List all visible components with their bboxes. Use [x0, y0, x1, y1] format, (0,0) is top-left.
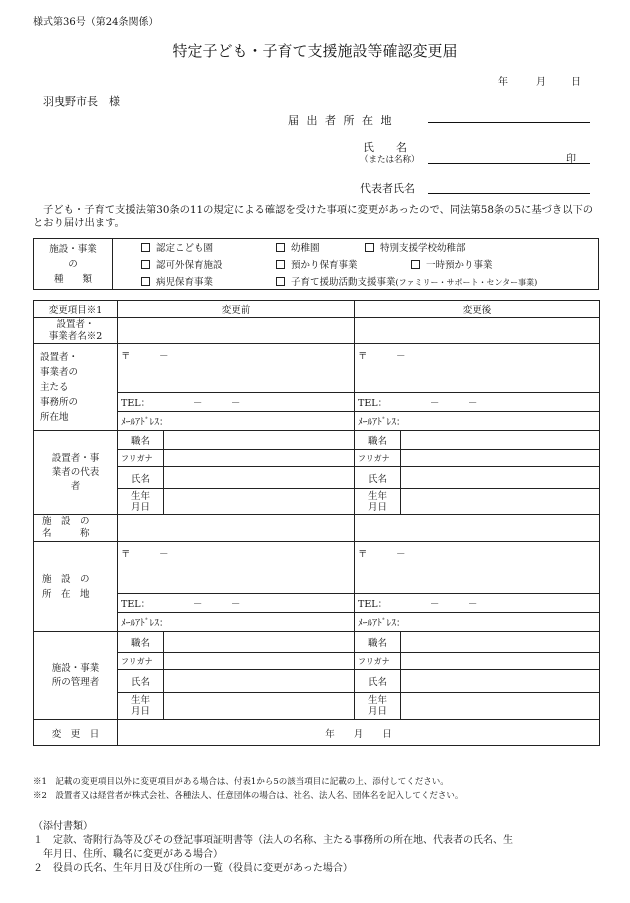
body-text: 子ども・子育て支援法第30条の11の規定による確認を受けた事項に変更があったので、同法第58条の5に基づき以下のとおり届け出ます。 [33, 204, 594, 229]
setter-postal-before[interactable]: 〒 － [118, 344, 355, 393]
applicant-name-sub: （または名称） [360, 155, 420, 165]
mgr-job-label-before: 職名 [118, 632, 164, 653]
mgr-birth-label-before: 生年 月日 [118, 693, 164, 720]
applicant-address-label: 届 出 者 所 在 地 [288, 114, 394, 127]
row-label-facility-name: 施 設 の 名 称 [34, 515, 118, 542]
facility-postal-before[interactable]: 〒 － [118, 542, 355, 594]
row-label-setter-address: 設置者・ 事業者の 主たる 事務所の 所在地 [34, 344, 118, 431]
change-table [33, 300, 600, 746]
checkbox-icon[interactable] [141, 260, 150, 269]
option-byouji[interactable]: 病児保育事業 [141, 274, 213, 288]
checkbox-icon[interactable] [365, 243, 374, 252]
setter-mail-before[interactable]: ﾒｰﾙｱﾄﾞﾚｽ： [118, 412, 355, 431]
form-number: 様式第36号（第24条関係） [33, 17, 159, 28]
date-month-label: 月 [536, 77, 546, 88]
facility-type-options [113, 239, 599, 290]
facility-tel-after[interactable]: TEL： － － [355, 594, 600, 613]
rep-name-label-after: 氏名 [355, 467, 401, 489]
mgr-furigana-label-after: フリガナ [355, 653, 401, 670]
applicant-address-field[interactable] [428, 122, 590, 123]
mgr-job-after[interactable] [401, 632, 600, 653]
mgr-name-label-before: 氏名 [118, 670, 164, 693]
mgr-name-label-after: 氏名 [355, 670, 401, 693]
option-youchien[interactable]: 幼稚園 [276, 240, 320, 254]
note-2: ※2 設置者又は経営者が株式会社、各種法人、任意団体の場合は、社名、法人名、団体名を記入してください。 [33, 791, 464, 801]
applicant-name-field[interactable] [428, 163, 590, 164]
rep-birth-label-after: 生年 月日 [355, 489, 401, 515]
header-item: 変更項目※1 [34, 301, 118, 318]
facility-tel-before[interactable]: TEL： － － [118, 594, 355, 613]
attachments-title: （添付書類） [33, 821, 93, 832]
facility-type-label: 施設・事業 の 種 類 [34, 239, 113, 290]
mgr-name-before[interactable] [164, 670, 355, 693]
setter-name-after[interactable] [355, 318, 600, 344]
row-label-change-date: 変 更 日 [34, 720, 118, 746]
attachment-2: ２ 役員の氏名、生年月日及び住所の一覧（役員に変更があった場合） [33, 863, 353, 874]
mgr-furigana-after[interactable] [401, 653, 600, 670]
representative-label: 代表者氏名 [360, 182, 415, 195]
rep-name-after[interactable] [401, 467, 600, 489]
mgr-name-after[interactable] [401, 670, 600, 693]
mgr-job-label-after: 職名 [355, 632, 401, 653]
row-label-setter-name: 設置者・ 事業者名※2 [34, 318, 118, 344]
mgr-birth-label-after: 生年 月日 [355, 693, 401, 720]
mgr-birth-after[interactable] [401, 693, 600, 720]
facility-name-after[interactable] [355, 515, 600, 542]
rep-job-before[interactable] [164, 431, 355, 450]
page-title: 特定子ども・子育て支援施設等確認変更届 [172, 42, 458, 60]
rep-furigana-after[interactable] [401, 450, 600, 467]
attachment-1: １ 定款、寄附行為等及びその登記事項証明書等（法人の名称、主たる事務所の所在地、代表者の氏名、生 [33, 835, 513, 846]
checkbox-icon[interactable] [411, 260, 420, 269]
checkbox-icon[interactable] [141, 277, 150, 286]
setter-mail-after[interactable]: ﾒｰﾙｱﾄﾞﾚｽ： [355, 412, 600, 431]
facility-mail-before[interactable]: ﾒｰﾙｱﾄﾞﾚｽ： [118, 613, 355, 632]
attachment-1-cont: 年月日、住所、職名に変更がある場合） [33, 849, 223, 860]
rep-job-label-before: 職名 [118, 431, 164, 450]
row-label-representative: 設置者・事 業者の代表 者 [34, 431, 118, 515]
rep-furigana-label-after: フリガナ [355, 450, 401, 467]
applicant-name-label: 氏 名 [363, 141, 407, 154]
facility-type-table [33, 238, 599, 290]
header-after: 変更後 [355, 301, 600, 318]
facility-name-before[interactable] [118, 515, 355, 542]
option-nintei[interactable]: 認定こども園 [141, 240, 213, 254]
rep-name-label-before: 氏名 [118, 467, 164, 489]
row-label-facility-address: 施 設 の 所 在 地 [34, 542, 118, 632]
setter-tel-before[interactable]: TEL： － － [118, 393, 355, 412]
checkbox-icon[interactable] [276, 260, 285, 269]
rep-furigana-before[interactable] [164, 450, 355, 467]
date-year-label: 年 [498, 77, 508, 88]
header-before: 変更前 [118, 301, 355, 318]
rep-job-after[interactable] [401, 431, 600, 450]
checkbox-icon[interactable] [141, 243, 150, 252]
change-date-field[interactable]: 年 月 日 [118, 720, 600, 746]
mgr-furigana-before[interactable] [164, 653, 355, 670]
rep-name-before[interactable] [164, 467, 355, 489]
rep-birth-label-before: 生年 月日 [118, 489, 164, 515]
facility-mail-after[interactable]: ﾒｰﾙｱﾄﾞﾚｽ： [355, 613, 600, 632]
mgr-job-before[interactable] [164, 632, 355, 653]
setter-tel-after[interactable]: TEL： － － [355, 393, 600, 412]
addressee: 羽曳野市長 様 [43, 95, 120, 108]
option-kosodate-enjo[interactable]: 子育て援助活動支援事業(ファミリー・サポート・センター事業) [276, 274, 537, 288]
date-day-label: 日 [571, 77, 581, 88]
representative-field[interactable] [428, 193, 590, 194]
option-ichiji[interactable]: 一時預かり事業 [411, 257, 493, 271]
note-1: ※1 記載の変更項目以外に変更項目がある場合は、付表1から5の該当項目に記載の上、添付してください。 [33, 777, 449, 787]
row-label-manager: 施設・事業 所の管理者 [34, 632, 118, 720]
rep-birth-before[interactable] [164, 489, 355, 515]
seal-mark: 印 [566, 154, 576, 165]
checkbox-icon[interactable] [276, 277, 285, 286]
mgr-furigana-label-before: フリガナ [118, 653, 164, 670]
option-ninkagai[interactable]: 認可外保育施設 [141, 257, 223, 271]
option-azukari[interactable]: 預かり保育事業 [276, 257, 358, 271]
rep-job-label-after: 職名 [355, 431, 401, 450]
rep-furigana-label-before: フリガナ [118, 450, 164, 467]
checkbox-icon[interactable] [276, 243, 285, 252]
option-tokubetsu[interactable]: 特別支援学校幼稚部 [365, 240, 466, 254]
rep-birth-after[interactable] [401, 489, 600, 515]
setter-postal-after[interactable]: 〒 － [355, 344, 600, 393]
setter-name-before[interactable] [118, 318, 355, 344]
facility-postal-after[interactable]: 〒 － [355, 542, 600, 594]
mgr-birth-before[interactable] [164, 693, 355, 720]
